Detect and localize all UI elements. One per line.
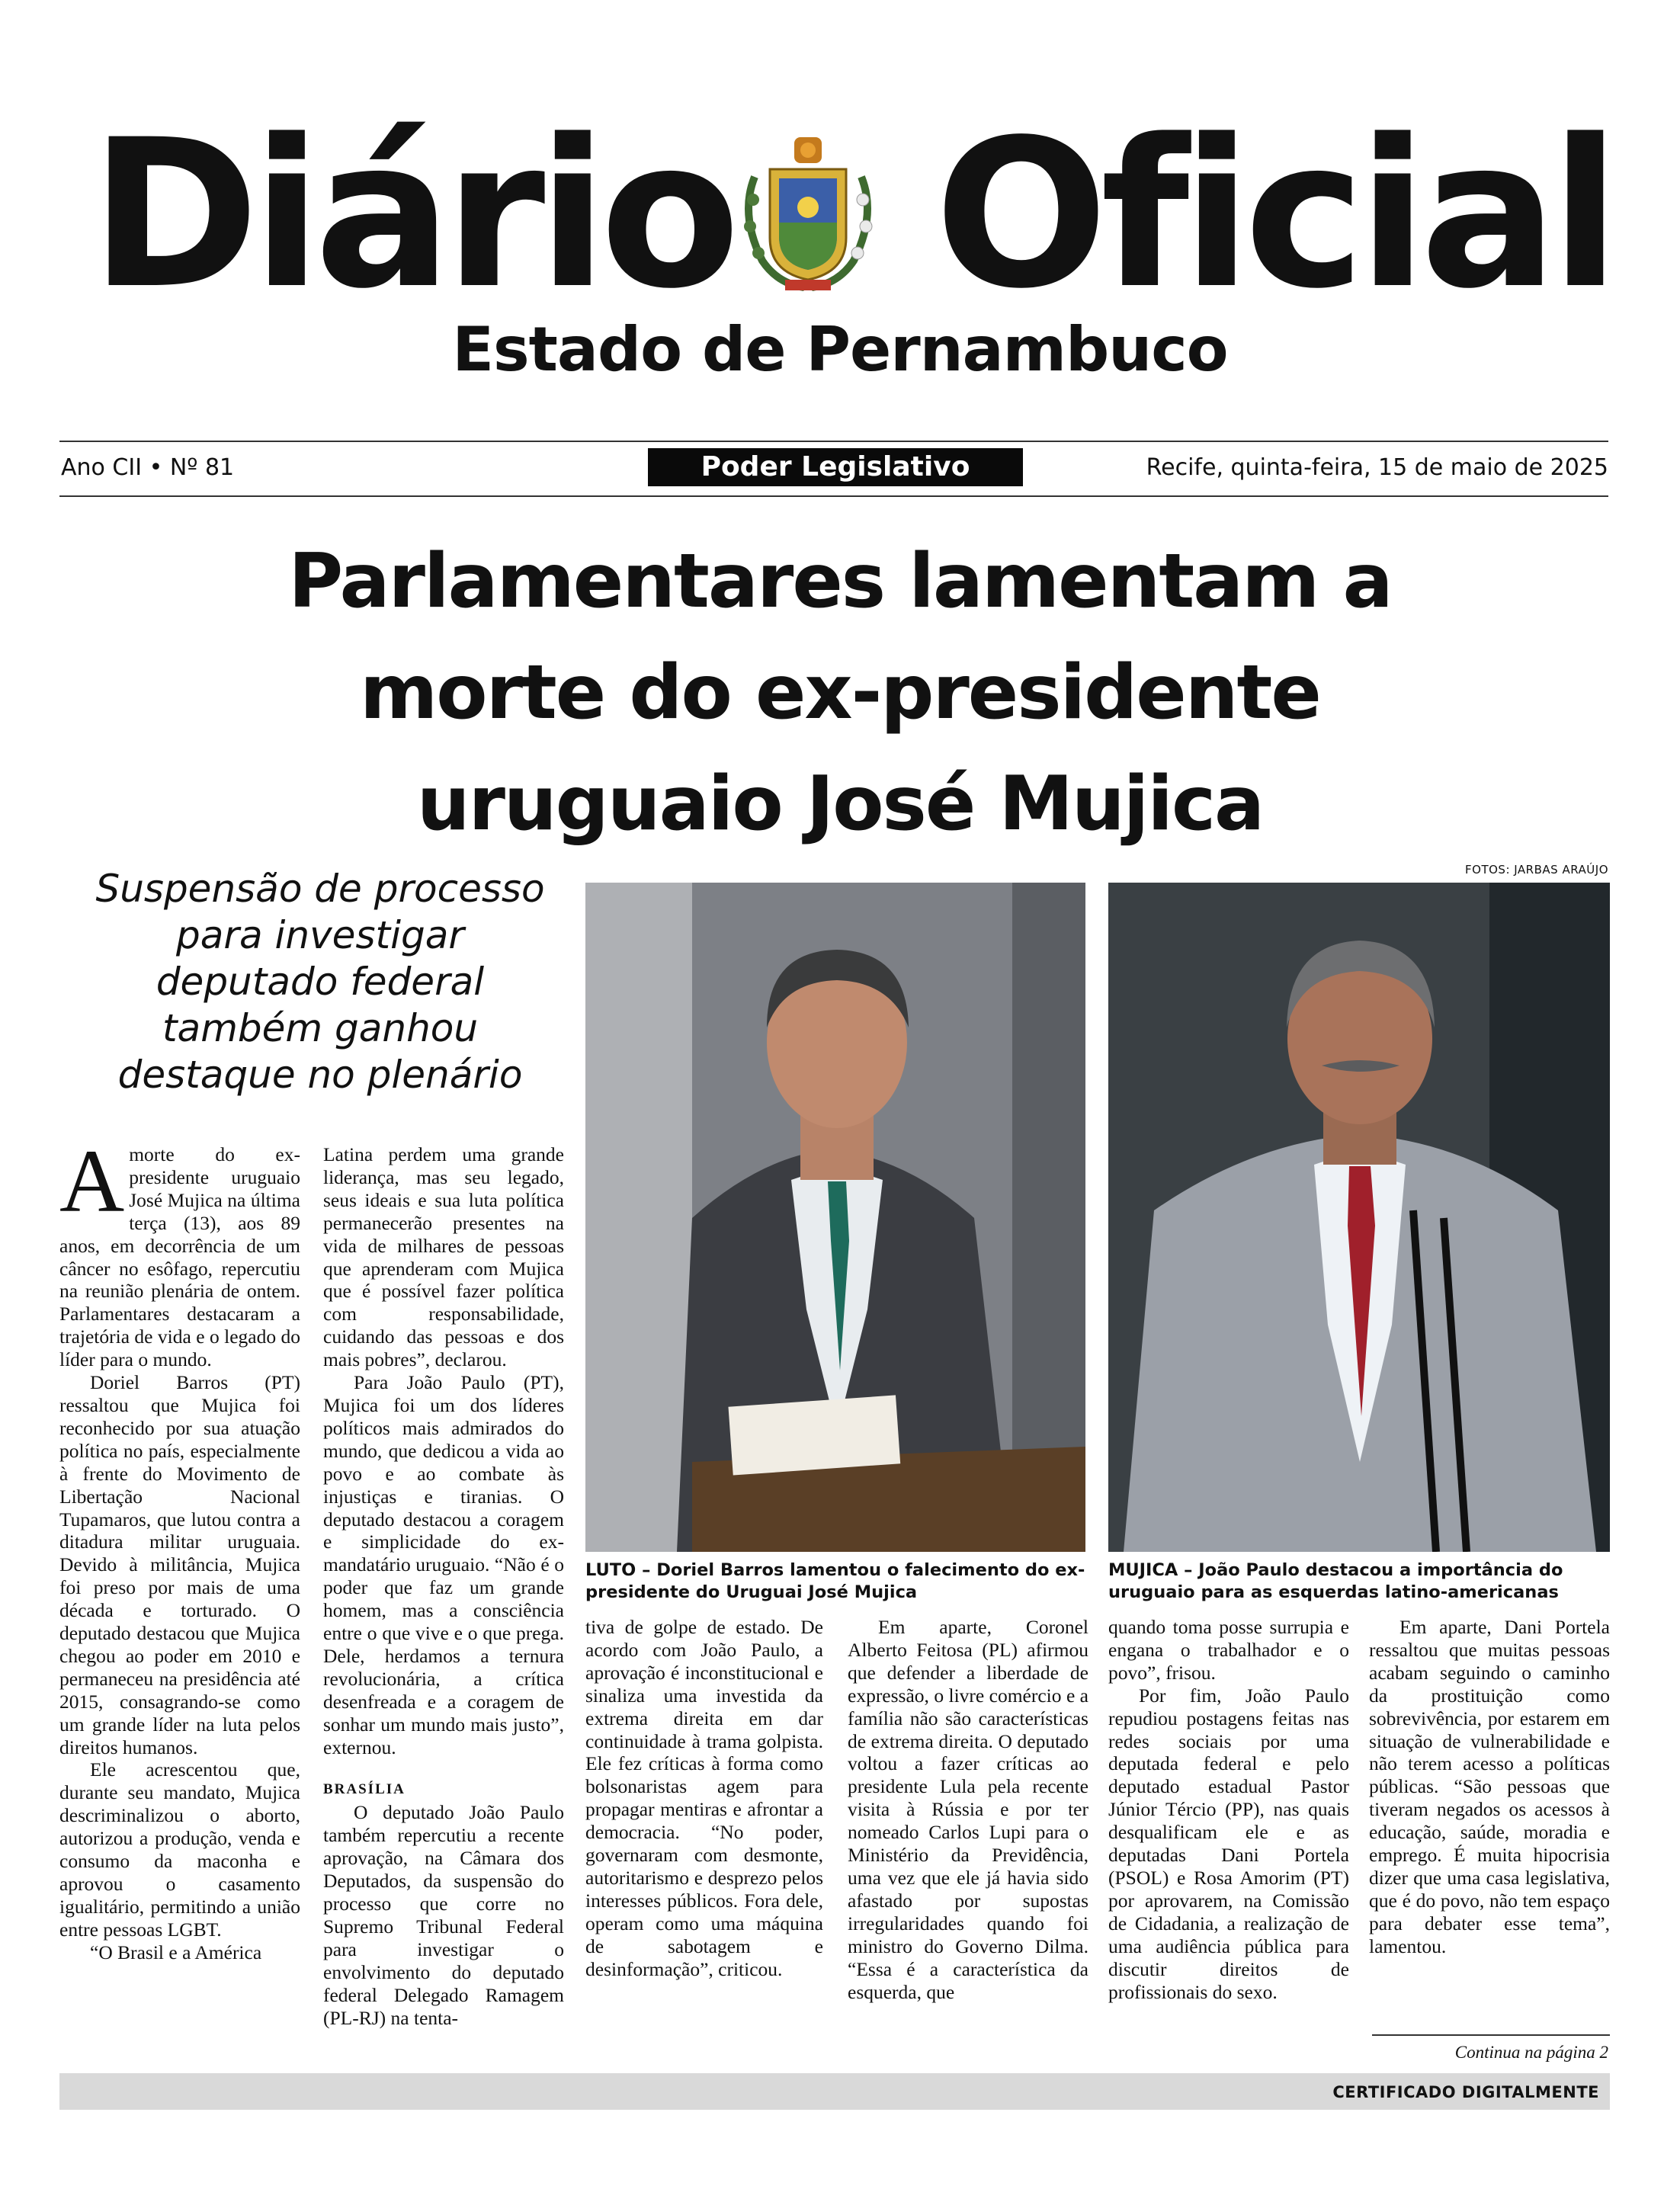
article-column-3 [585, 1616, 823, 1981]
article-column-6 [1369, 1616, 1610, 1958]
article-paragraph [59, 1131, 300, 1371]
article-paragraph: Por fim, João Paulo repudiou postagens feitas nas redes sociais por uma deputada federal e pelo deputado estadual Pastor Júnior Tércio (PP), nas quais desqualificam ele e as deputadas Dani Portela (PSOL) e Rosa Amorim (PT) por aprovarem, na Comissão de Cidadania, a realização de uma audiência pública para discutir direitos de profissionais do sexo. [1108, 1684, 1349, 2003]
masthead-title-right: Oficial [935, 96, 1613, 334]
article-paragraph: Latina perdem uma grande liderança, mas seu legado, seus ideais e sua luta política permanecerão presentes na vida de milhares de pessoas que aprenderam com Mujica que é possível fazer política com responsabilidade, cuidando das pessoas e dos mais pobres”, declarou. [323, 1143, 564, 1371]
article-paragraph: Em aparte, Dani Portela ressaltou que muitas pessoas acabam seguindo o caminho da prostituição como sobrevivência, por estarem em situação de vulnerabilidade e não terem acesso a políticas públicas. “São pessoas que tiveram negados os acessos à educação, saúde, moradia e emprego. É muita hipocrisia dizer que uma casa legislativa, que é do povo, não tem espaço para debater esse tema”, lamentou. [1369, 1616, 1610, 1957]
article-column-4 [848, 1616, 1088, 2003]
article-column-1 [59, 1131, 300, 1964]
masthead-subtitle: Estado de Pernambuco [452, 314, 1228, 385]
article-paragraph: Para João Paulo (PT), Mujica foi um dos líderes políticos mais admirados do mundo, que dedicou a vida ao povo e ao combate às injustiças e tiranias. O deputado destacou a coragem e simplicidade do ex-mandatário uruguaio. “Não é o poder que faz um grande homem, mas a consciência entre o que vive e o que prega. Dele, herdamos a ternura revolucionária, a crítica desenfreada e a coragem de sonhar um mundo mais justo”, externou. [323, 1371, 564, 1758]
edition-number: Ano CII • Nº 81 [61, 454, 235, 481]
headline-line: uruguaio José Mujica [416, 761, 1264, 848]
photo-credit: FOTOS: JARBAS ARAÚJO [1465, 863, 1608, 877]
subhead [53, 866, 587, 1098]
continua-rule [1372, 2034, 1610, 2036]
article-paragraph: Doriel Barros (PT) ressaltou que Mujica foi reconhecido por sua atuação política no país, especialmente à frente do Movimento de Libertação Nacional Tupamaros, que lutou contra a ditadura militar uruguaia. Devido à militância, Mujica foi preso por mais de uma década e torturado. O deputado destacou que Mujica chegou ao poder em 2010 e permaneceu na presidência até 2015, consagrando-se como um grande líder na luta pelos direitos humanos. [59, 1371, 300, 1758]
article-column-2 [323, 1143, 564, 2029]
headline-line: morte do ex-presidente [360, 649, 1320, 736]
subhead-line: deputado federal [155, 960, 485, 1004]
photo-caption-right: MUJICA – João Paulo destacou a importância do uruguaio para as esquerdas latino-americanas [1108, 1560, 1563, 1602]
section-label: Poder Legislativo [648, 448, 1023, 486]
section-kicker: BRASÍLIA [323, 1781, 406, 1798]
article-paragraph-text: morte do ex-presidente uruguaio José Mujica na última terça (13), aos 89 anos, em decorrência de um câncer no esôfago, repercutiu na reunião plenária de ontem. Parlamentares destacaram a trajetória de vida e o legado do líder para o mundo. [59, 1143, 300, 1371]
article-paragraph: Em aparte, Coronel Alberto Feitosa (PL) afirmou que defender a liberdade de expressão, o livre comércio e a família não são características de extrema direita. O deputado voltou a fazer críticas ao presidente Lula pela recente visita à Rússia e por ter nomeado Carlos Lupi para o Ministério da Previdência, uma vez que ele já havia sido afastado por supostas irregularidades quando foi ministro do Governo Dilma. “Essa é a característica da esquerda, que [848, 1616, 1088, 2003]
dateline: Recife, quinta-feira, 15 de maio de 2025 [1146, 454, 1608, 481]
continued-on-page-link[interactable]: Continua na página 2 [1454, 2043, 1608, 2062]
info-bar-top-rule [59, 441, 1608, 442]
subhead-line: destaque no plenário [117, 1053, 523, 1097]
headline-line: Parlamentares lamentam a [288, 538, 1392, 625]
photo-doriel-illustration [585, 883, 1085, 1552]
drop-cap: A [59, 1131, 125, 1231]
article-paragraph: quando toma posse surrupia e engana o trabalhador e o povo”, frisou. [1108, 1616, 1349, 1684]
photo-joao-paulo-illustration [1108, 883, 1610, 1552]
article-paragraph: tiva de golpe de estado. De acordo com João Paulo, a aprovação é inconstitucional e sinaliza uma investida da extrema direita em dar continuidade à trama golpista. Ele fez críticas à forma como bolsonaristas agem para propagar mentiras e afrontar a democracia. “No poder, governaram com desmonte, autoritarismo e desprezo pelos interesses públicos. Fora dele, operam como uma máquina de sabotagem e desinformação”, criticou. [585, 1616, 823, 1980]
article-paragraph: O deputado João Paulo também repercutiu a recente aprovação, na Câmara dos Deputados, da suspensão do processo que corre no Supremo Tribunal Federal para investigar o envolvimento do deputado federal Delegado Ramagem (PL-RJ) na tenta- [323, 1801, 564, 2029]
footer-bar [59, 2073, 1610, 2110]
subhead-line: Suspensão de processo [95, 867, 545, 911]
photo-joao-paulo [1108, 883, 1610, 1552]
photo-doriel-barros [585, 883, 1085, 1552]
headline [91, 526, 1589, 860]
article-paragraph: “O Brasil e a América [90, 1941, 262, 1963]
digital-certificate-label: CERTIFICADO DIGITALMENTE [1332, 2083, 1599, 2101]
article-paragraph: Ele acrescentou que, durante seu mandato, Mujica descriminalizou o aborto, autorizou a produção, venda e consumo da maconha e aprovou o casamento igualitário, permitindo a união entre pessoas LGBT. [59, 1758, 300, 1941]
pernambuco-coat-of-arms-icon [732, 131, 884, 297]
masthead-title-left: Diário [90, 96, 733, 334]
article-column-5 [1108, 1616, 1349, 2003]
subhead-line: também ganhou [162, 1006, 479, 1050]
info-bar-bottom-rule [59, 495, 1608, 497]
subhead-line: para investigar [176, 913, 464, 957]
photo-caption-left: LUTO – Doriel Barros lamentou o falecimento do ex-presidente do Uruguai José Mujica [585, 1560, 1085, 1602]
